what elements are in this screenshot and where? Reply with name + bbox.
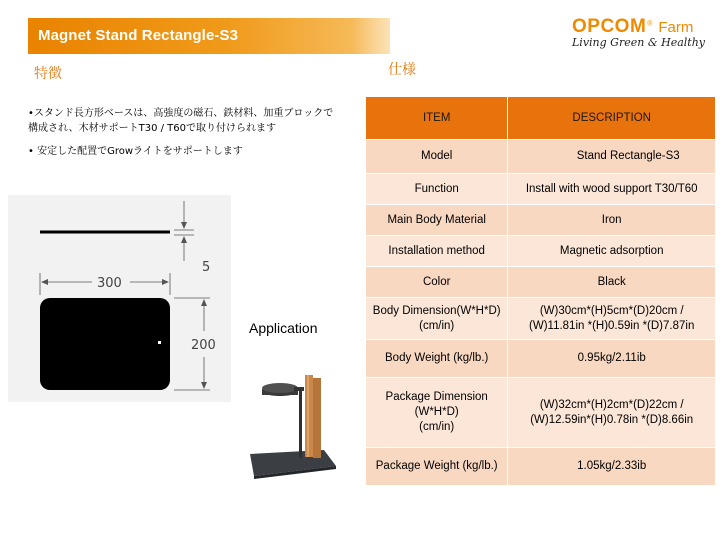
dim-width-label: 300	[97, 276, 122, 291]
spec-description-cell: Iron	[508, 205, 716, 236]
spec-row	[366, 174, 716, 205]
spec-item-cell: Package Weight (kg/lb.)	[366, 448, 508, 486]
spec-row	[366, 236, 716, 267]
photo-wood-highlight	[307, 375, 309, 457]
application-label: Application	[249, 320, 318, 336]
logo-tagline: Living Green & Healthy	[572, 36, 706, 49]
features-heading: 特徴	[34, 66, 62, 82]
spec-col-item: ITEM	[366, 97, 508, 140]
spec-description-cell: (W)32cm*(H)2cm*(D)22cm / (W)12.59in*(H)0.78in *(D)8.66in	[508, 378, 716, 448]
opcom-farm-logo	[572, 16, 707, 49]
dim-thickness-label: 5	[202, 260, 211, 275]
spec-heading: 仕様	[388, 62, 416, 78]
spec-row	[366, 205, 716, 236]
photo-wood-support	[313, 378, 321, 458]
spec-table	[366, 97, 716, 486]
dim-height-label: 200	[191, 338, 216, 353]
page-title: Magnet Stand Rectangle-S3	[38, 27, 239, 44]
logo-farm: Farm	[658, 19, 694, 36]
application-photo	[244, 370, 340, 480]
logo-brand: OPCOM	[572, 16, 647, 37]
spec-item-cell: Color	[366, 267, 508, 298]
feature-item: • 安定した配置でGrowライトをサポートします	[28, 146, 243, 157]
spec-item-cell: Function	[366, 174, 508, 205]
spec-row	[366, 267, 716, 298]
spec-description-cell: Stand Rectangle-S3	[508, 140, 716, 174]
spec-description-cell: 0.95kg/2.11ib	[508, 340, 716, 378]
photo-metal-pole	[299, 388, 302, 458]
spec-description-cell: Black	[508, 267, 716, 298]
spec-description-cell: 1.05kg/2.33ib	[508, 448, 716, 486]
dim-arrowhead	[181, 236, 187, 243]
spec-item-cell: Body Dimension(W*H*D) (cm/in)	[366, 298, 508, 340]
mount-hole	[158, 341, 161, 344]
spec-row	[366, 378, 716, 448]
dim-arrowhead	[201, 299, 207, 306]
spec-item-cell: Package Dimension (W*H*D) (cm/in)	[366, 378, 508, 448]
photo-magnet-top	[262, 383, 298, 393]
spec-row	[366, 298, 716, 340]
spec-row	[366, 448, 716, 486]
spec-item-cell: Main Body Material	[366, 205, 508, 236]
dim-arrowhead	[181, 222, 187, 229]
photo-arm	[294, 387, 304, 391]
dimension-drawing	[8, 195, 231, 402]
spec-row	[366, 140, 716, 174]
spec-header-row	[366, 97, 716, 140]
spec-row	[366, 340, 716, 378]
logo-registered-mark: ®	[646, 19, 654, 28]
dim-arrowhead	[201, 382, 207, 389]
spec-description-cell: Install with wood support T30/T60	[508, 174, 716, 205]
dim-arrowhead	[162, 279, 169, 285]
dim-arrowhead	[41, 279, 48, 285]
title-banner	[28, 18, 390, 54]
spec-col-description: DESCRIPTION	[508, 97, 716, 140]
spec-description-cell: (W)30cm*(H)5cm*(D)20cm / (W)11.81in *(H)0.59in *(D)7.87in	[508, 298, 716, 340]
dimension-drawing-svg	[8, 195, 231, 402]
feature-item: •スタンド長方形ベースは、高強度の磁石、鉄材料、加重ブロックで構成され、木材サポートT30 / T60で取り付けられます	[28, 108, 334, 134]
spec-description-cell: Magnetic adsorption	[508, 236, 716, 267]
spec-item-cell: Model	[366, 140, 508, 174]
features-list	[28, 106, 336, 167]
spec-item-cell: Body Weight (kg/lb.)	[366, 340, 508, 378]
spec-item-cell: Installation method	[366, 236, 508, 267]
application-photo-svg	[244, 370, 340, 480]
base-plate-top-view	[40, 298, 170, 390]
